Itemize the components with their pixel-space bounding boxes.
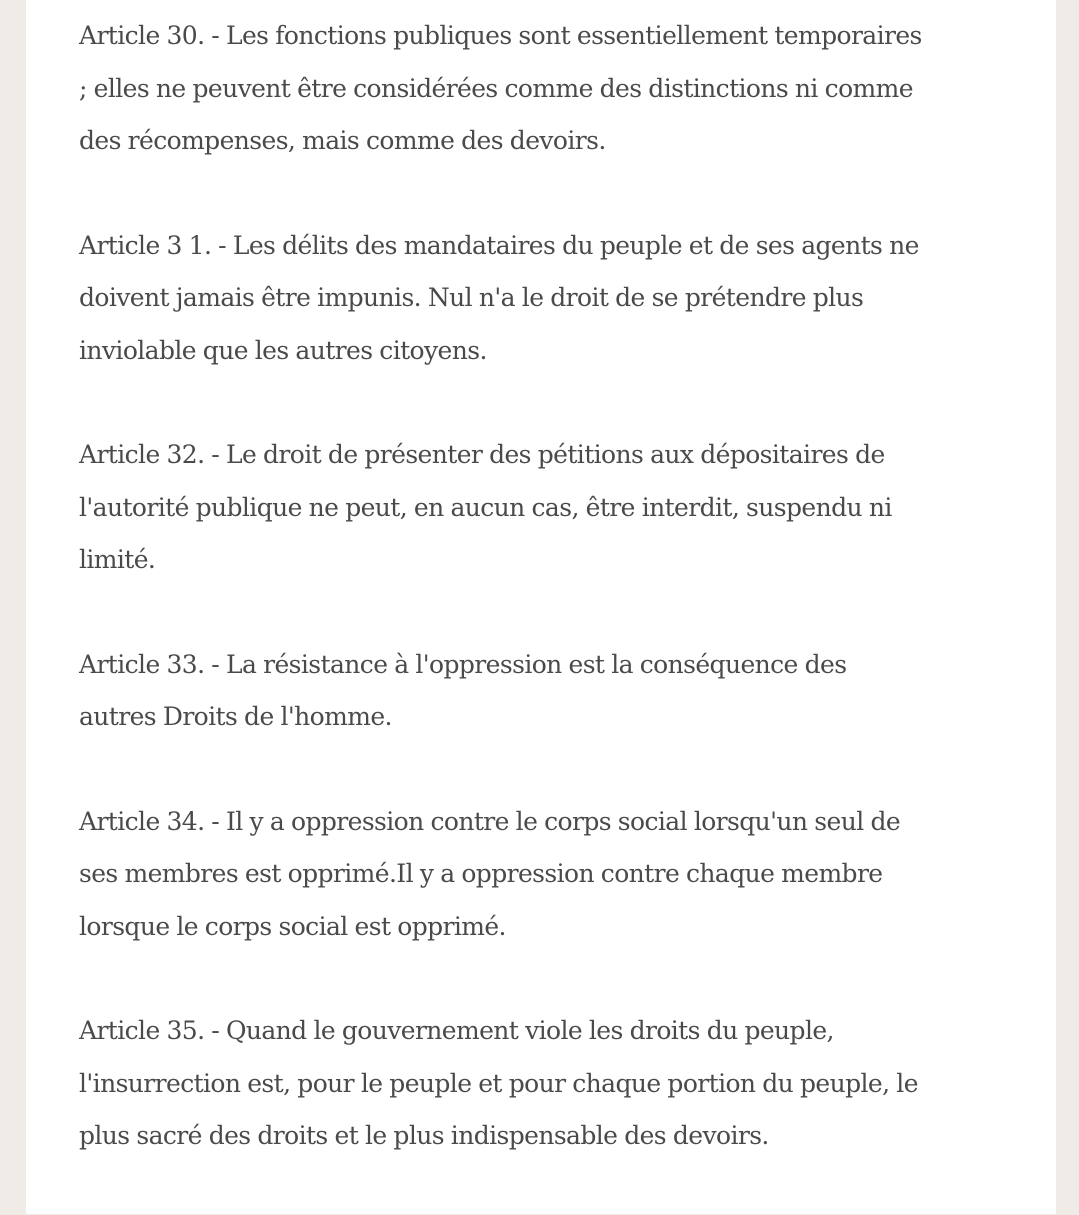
article-list <box>79 10 929 1215</box>
article-34: Article 34. - Il y a oppression contre le corps social lorsqu'un seul de ses membres est opprimé.Il y a oppression contre chaque membre lorsque le corps social est opprimé. <box>79 806 901 941</box>
article-30: Article 30. - Les fonctions publiques sont essentiellement temporaires ; elles ne peuvent être considérées comme des distinctions ni comme des récompenses, mais comme des devoirs. <box>79 21 922 155</box>
document-page <box>26 0 1056 1214</box>
article-35: Article 35. - Quand le gouvernement viole les droits du peuple, l'insurrection est, pour le peuple et pour chaque portion du peuple, le plus sacré des droits et le plus indispensable des devoirs. <box>79 1016 918 1150</box>
article-32: Article 32. - Le droit de présenter des pétitions aux dépositaires de l'autorité publique ne peut, en aucun cas, être interdit, suspendu ni limité. <box>79 440 892 574</box>
article-31: Article 3 1. - Les délits des mandataires du peuple et de ses agents ne doivent jamais être impunis. Nul n'a le droit de se prétendre plus inviolable que les autres citoyens. <box>79 230 919 365</box>
article-33: Article 33. - La résistance à l'oppression est la conséquence des autres Droits de l'homme. <box>79 649 847 731</box>
